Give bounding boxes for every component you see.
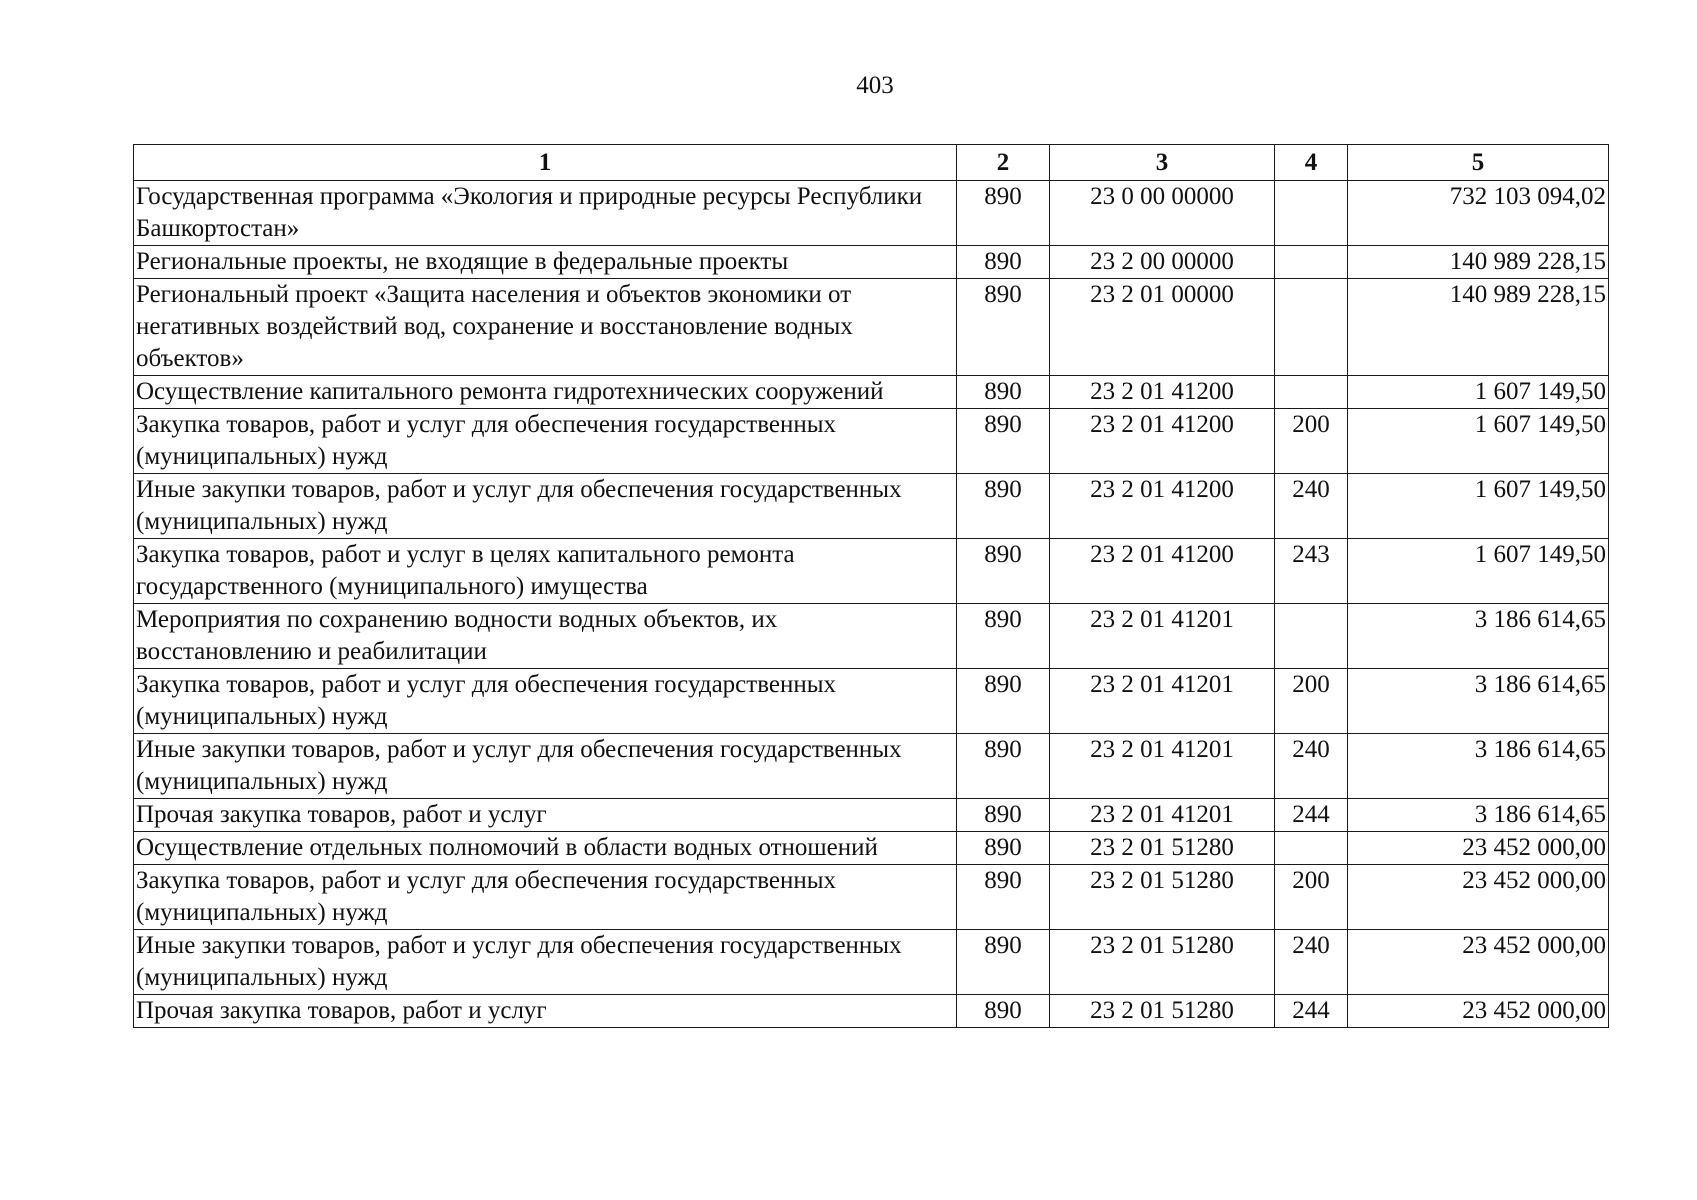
cell-vr (1275, 279, 1348, 376)
cell-csr: 23 2 01 51280 (1050, 995, 1275, 1028)
table-row (134, 474, 1609, 539)
cell-vr: 243 (1275, 539, 1348, 604)
cell-vr: 240 (1275, 734, 1348, 799)
table-row (134, 181, 1609, 246)
cell-csr: 23 2 01 41201 (1050, 734, 1275, 799)
cell-amount: 3 186 614,65 (1348, 669, 1609, 734)
cell-amount: 1 607 149,50 (1348, 474, 1609, 539)
table-header (134, 145, 1609, 181)
table-row (134, 734, 1609, 799)
cell-ved: 890 (957, 930, 1050, 995)
cell-amount: 1 607 149,50 (1348, 376, 1609, 409)
cell-ved: 890 (957, 181, 1050, 246)
cell-ved: 890 (957, 604, 1050, 669)
cell-name: Закупка товаров, работ и услуг в целях капитального ремонта государственного (муниципального) имущества (134, 539, 957, 604)
budget-table (133, 144, 1609, 1028)
header-row (134, 145, 1609, 181)
cell-amount: 23 452 000,00 (1348, 865, 1609, 930)
cell-vr: 200 (1275, 409, 1348, 474)
table-row (134, 539, 1609, 604)
cell-amount: 3 186 614,65 (1348, 734, 1609, 799)
cell-vr: 240 (1275, 474, 1348, 539)
cell-amount: 1 607 149,50 (1348, 409, 1609, 474)
cell-vr (1275, 181, 1348, 246)
column-header-vr: 4 (1275, 145, 1348, 181)
cell-vr (1275, 832, 1348, 865)
cell-name: Государственная программа «Экология и природные ресурсы Республики Башкортостан» (134, 181, 957, 246)
cell-name: Иные закупки товаров, работ и услуг для обеспечения государственных (муниципальных) нужд (134, 734, 957, 799)
table-row (134, 409, 1609, 474)
cell-vr (1275, 246, 1348, 279)
cell-csr: 23 2 01 41201 (1050, 799, 1275, 832)
table-body (134, 181, 1609, 1028)
cell-csr: 23 2 01 41200 (1050, 376, 1275, 409)
cell-amount: 3 186 614,65 (1348, 604, 1609, 669)
cell-vr (1275, 376, 1348, 409)
cell-csr: 23 2 01 51280 (1050, 832, 1275, 865)
cell-ved: 890 (957, 539, 1050, 604)
cell-vr: 244 (1275, 995, 1348, 1028)
table-row (134, 995, 1609, 1028)
cell-vr: 244 (1275, 799, 1348, 832)
cell-name: Прочая закупка товаров, работ и услуг (134, 995, 957, 1028)
cell-ved: 890 (957, 376, 1050, 409)
cell-amount: 3 186 614,65 (1348, 799, 1609, 832)
cell-csr: 23 2 01 41200 (1050, 539, 1275, 604)
table-row (134, 930, 1609, 995)
cell-name: Иные закупки товаров, работ и услуг для обеспечения государственных (муниципальных) нужд (134, 474, 957, 539)
table-row (134, 832, 1609, 865)
cell-name: Закупка товаров, работ и услуг для обеспечения государственных (муниципальных) нужд (134, 409, 957, 474)
cell-ved: 890 (957, 799, 1050, 832)
table-row (134, 376, 1609, 409)
cell-csr: 23 2 01 41200 (1050, 474, 1275, 539)
cell-csr: 23 2 01 00000 (1050, 279, 1275, 376)
cell-vr: 200 (1275, 865, 1348, 930)
cell-csr: 23 0 00 00000 (1050, 181, 1275, 246)
cell-ved: 890 (957, 474, 1050, 539)
cell-csr: 23 2 01 41200 (1050, 409, 1275, 474)
cell-name: Закупка товаров, работ и услуг для обеспечения государственных (муниципальных) нужд (134, 865, 957, 930)
column-header-name: 1 (134, 145, 957, 181)
cell-ved: 890 (957, 995, 1050, 1028)
cell-amount: 140 989 228,15 (1348, 246, 1609, 279)
cell-amount: 23 452 000,00 (1348, 832, 1609, 865)
cell-csr: 23 2 01 41201 (1050, 604, 1275, 669)
cell-csr: 23 2 01 41201 (1050, 669, 1275, 734)
table-row (134, 669, 1609, 734)
page-number: 403 (856, 72, 894, 99)
cell-name: Региональные проекты, не входящие в федеральные проекты (134, 246, 957, 279)
table-row (134, 604, 1609, 669)
cell-ved: 890 (957, 865, 1050, 930)
cell-name: Региональный проект «Защита населения и объектов экономики от негативных воздействий вод, сохранение и восстановление водных объектов» (134, 279, 957, 376)
cell-amount: 23 452 000,00 (1348, 930, 1609, 995)
cell-name: Прочая закупка товаров, работ и услуг (134, 799, 957, 832)
cell-ved: 890 (957, 734, 1050, 799)
cell-ved: 890 (957, 669, 1050, 734)
cell-amount: 1 607 149,50 (1348, 539, 1609, 604)
column-header-ved: 2 (957, 145, 1050, 181)
cell-vr: 200 (1275, 669, 1348, 734)
cell-csr: 23 2 01 51280 (1050, 865, 1275, 930)
cell-name: Осуществление отдельных полномочий в области водных отношений (134, 832, 957, 865)
cell-ved: 890 (957, 246, 1050, 279)
cell-amount: 23 452 000,00 (1348, 995, 1609, 1028)
cell-name: Мероприятия по сохранению водности водных объектов, их восстановлению и реабилитации (134, 604, 957, 669)
cell-amount: 140 989 228,15 (1348, 279, 1609, 376)
column-header-amount: 5 (1348, 145, 1609, 181)
cell-name: Закупка товаров, работ и услуг для обеспечения государственных (муниципальных) нужд (134, 669, 957, 734)
cell-name: Осуществление капитального ремонта гидротехнических сооружений (134, 376, 957, 409)
cell-csr: 23 2 00 00000 (1050, 246, 1275, 279)
cell-vr: 240 (1275, 930, 1348, 995)
cell-amount: 732 103 094,02 (1348, 181, 1609, 246)
cell-name: Иные закупки товаров, работ и услуг для обеспечения государственных (муниципальных) нужд (134, 930, 957, 995)
cell-ved: 890 (957, 409, 1050, 474)
cell-ved: 890 (957, 832, 1050, 865)
table-row (134, 279, 1609, 376)
cell-vr (1275, 604, 1348, 669)
column-header-csr: 3 (1050, 145, 1275, 181)
cell-csr: 23 2 01 51280 (1050, 930, 1275, 995)
table-row (134, 865, 1609, 930)
table-row (134, 799, 1609, 832)
cell-ved: 890 (957, 279, 1050, 376)
table-row (134, 246, 1609, 279)
